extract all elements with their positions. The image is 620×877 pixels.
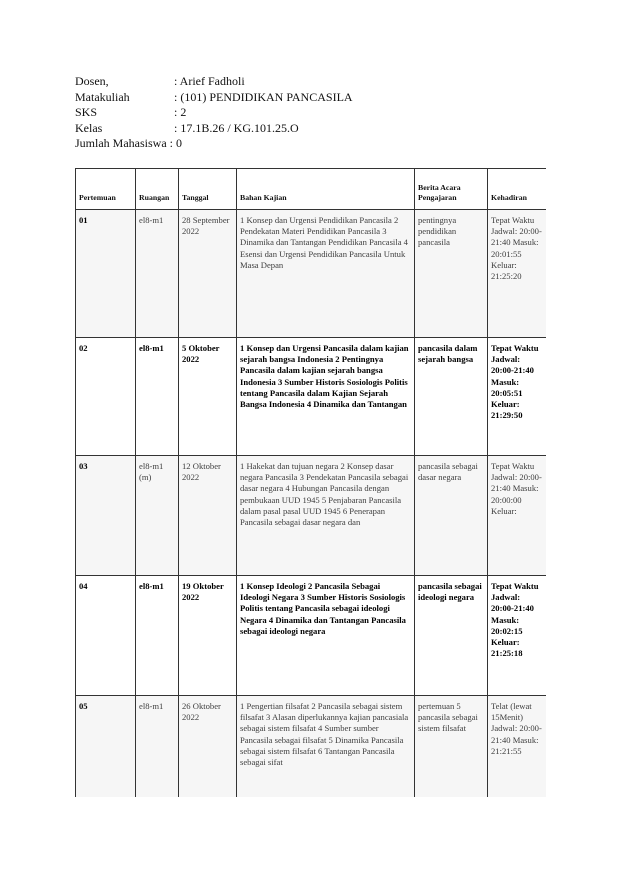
table-row bbox=[76, 696, 547, 798]
cell-bahan-kajian: 1 Konsep Ideologi 2 Pancasila Sebagai Ideologi Negara 3 Sumber Historis Sosiologis Politis tentang Pancasila sebagai ideologi Negara 4 Dinamika dan Tantangan Pancasila sebagai ideologi negara bbox=[237, 576, 415, 696]
sks-value: : 2 bbox=[174, 105, 187, 119]
jumlah-row bbox=[75, 136, 353, 152]
col-header-ruangan: Ruangan bbox=[136, 169, 179, 210]
cell-bahan-kajian: 1 Hakekat dan tujuan negara 2 Konsep dasar negara Pancasila 3 Pendekatan Pancasila sebagai dasar negara 4 Hubungan Pancasila dengan pembukaan UUD 1945 5 Penjabaran Pancasila dalam pasal pasal UUD 1945 6 Penerapan Pancasila sebagai dasar negara dan bbox=[237, 456, 415, 576]
cell-bahan-kajian: 1 Pengertian filsafat 2 Pancasila sebagai sistem filsafat 3 Alasan diperlukannya kajian pancasiala sebagai sistem filsafat 4 Sumber sumber Pancasila sebagai filsafat 5 Dinamika Pancasila sebagai sistem filsafat 6 Tantangan Pancasila sebagai sifat bbox=[237, 696, 415, 798]
cell-kehadiran: Tepat Waktu Jadwal: 20:00-21:40 Masuk: 20:05:51 Keluar: 21:29:50 bbox=[488, 338, 547, 456]
cell-ruangan: el8-m1 bbox=[136, 696, 179, 798]
col-header-bahan-kajian: Bahan Kajian bbox=[237, 169, 415, 210]
kelas-row bbox=[75, 121, 353, 137]
document-header bbox=[75, 74, 353, 152]
cell-ruangan: el8-m1 (m) bbox=[136, 456, 179, 576]
cell-tanggal: 19 Oktober 2022 bbox=[179, 576, 237, 696]
table-row bbox=[76, 210, 547, 338]
kelas-label: Kelas bbox=[75, 120, 103, 135]
sks-label: SKS bbox=[75, 105, 98, 119]
cell-bahan-kajian: 1 Konsep dan Urgensi Pendidikan Pancasila 2 Pendekatan Materi Pendidikan Pancasila 3 Dinamika dan Tantangan Pendidikan Pancasila 4 Esensi dan Urgensi Pendidikan Pancasila Untuk Masa Depan bbox=[237, 210, 415, 338]
matakuliah-value: : (101) PENDIDIKAN PANCASILA bbox=[174, 89, 353, 104]
table-row bbox=[76, 576, 547, 696]
dosen-value: : Arief Fadholi bbox=[174, 74, 245, 88]
dosen-row bbox=[75, 74, 353, 90]
table-row bbox=[76, 456, 547, 576]
cell-tanggal: 28 September 2022 bbox=[179, 210, 237, 338]
attendance-table bbox=[75, 168, 546, 797]
sks-row bbox=[75, 105, 353, 121]
cell-ruangan: el8-m1 bbox=[136, 210, 179, 338]
cell-kehadiran: Tepat Waktu Jadwal: 20:00-21:40 Masuk: 20:01:55 Keluar: 21:25:20 bbox=[488, 210, 547, 338]
col-header-pertemuan: Pertemuan bbox=[76, 169, 136, 210]
cell-pertemuan: 02 bbox=[76, 338, 136, 456]
matakuliah-label: Matakuliah bbox=[75, 89, 130, 104]
cell-pertemuan: 01 bbox=[76, 210, 136, 338]
cell-bahan-kajian: 1 Konsep dan Urgensi Pancasila dalam kajian sejarah bangsa Indonesia 2 Pentingnya Pancasila dalam kajian sejarah bangsa Indonesia 3 Sumber Historis Sosiologis Politis tentang Pancasila dalam Kajian Sejarah Bangsa Indonesia 4 Dinamika dan Tantangan bbox=[237, 338, 415, 456]
kelas-value: : 17.1B.26 / KG.101.25.O bbox=[174, 120, 299, 135]
cell-berita-acara: pertemuan 5 pancasila sebagai sistem filsafat bbox=[415, 696, 488, 798]
cell-berita-acara: pancasila dalam sejarah bangsa bbox=[415, 338, 488, 456]
cell-berita-acara: pancasila sebagai dasar negara bbox=[415, 456, 488, 576]
cell-ruangan: el8-m1 bbox=[136, 576, 179, 696]
table-row bbox=[76, 338, 547, 456]
cell-tanggal: 26 Oktober 2022 bbox=[179, 696, 237, 798]
cell-kehadiran: Telat (lewat 15Menit) Jadwal: 20:00-21:40 Masuk: 21:21:55 bbox=[488, 696, 547, 798]
col-header-tanggal: Tanggal bbox=[179, 169, 237, 210]
col-header-kehadiran: Kehadiran bbox=[488, 169, 547, 210]
cell-berita-acara: pancasila sebagai ideologi negara bbox=[415, 576, 488, 696]
cell-tanggal: 12 Oktober 2022 bbox=[179, 456, 237, 576]
cell-ruangan: el8-m1 bbox=[136, 338, 179, 456]
cell-tanggal: 5 Oktober 2022 bbox=[179, 338, 237, 456]
cell-pertemuan: 05 bbox=[76, 696, 136, 798]
matakuliah-row bbox=[75, 90, 353, 106]
cell-kehadiran: Tepat Waktu Jadwal: 20:00-21:40 Masuk: 20:02:15 Keluar: 21:25:18 bbox=[488, 576, 547, 696]
cell-berita-acara: pentingnya pendidikan pancasila bbox=[415, 210, 488, 338]
cell-pertemuan: 03 bbox=[76, 456, 136, 576]
table-header-row bbox=[76, 169, 547, 210]
dosen-label: Dosen, bbox=[75, 74, 109, 88]
jumlah-value: : 0 bbox=[169, 136, 182, 150]
attendance-table-wrapper bbox=[75, 168, 546, 797]
col-header-berita-acara: Berita Acara Pengajaran bbox=[415, 169, 488, 210]
cell-kehadiran: Tepat Waktu Jadwal: 20:00-21:40 Masuk: 20:00:00 Keluar: bbox=[488, 456, 547, 576]
cell-pertemuan: 04 bbox=[76, 576, 136, 696]
jumlah-label: Jumlah Mahasiswa bbox=[75, 136, 167, 150]
